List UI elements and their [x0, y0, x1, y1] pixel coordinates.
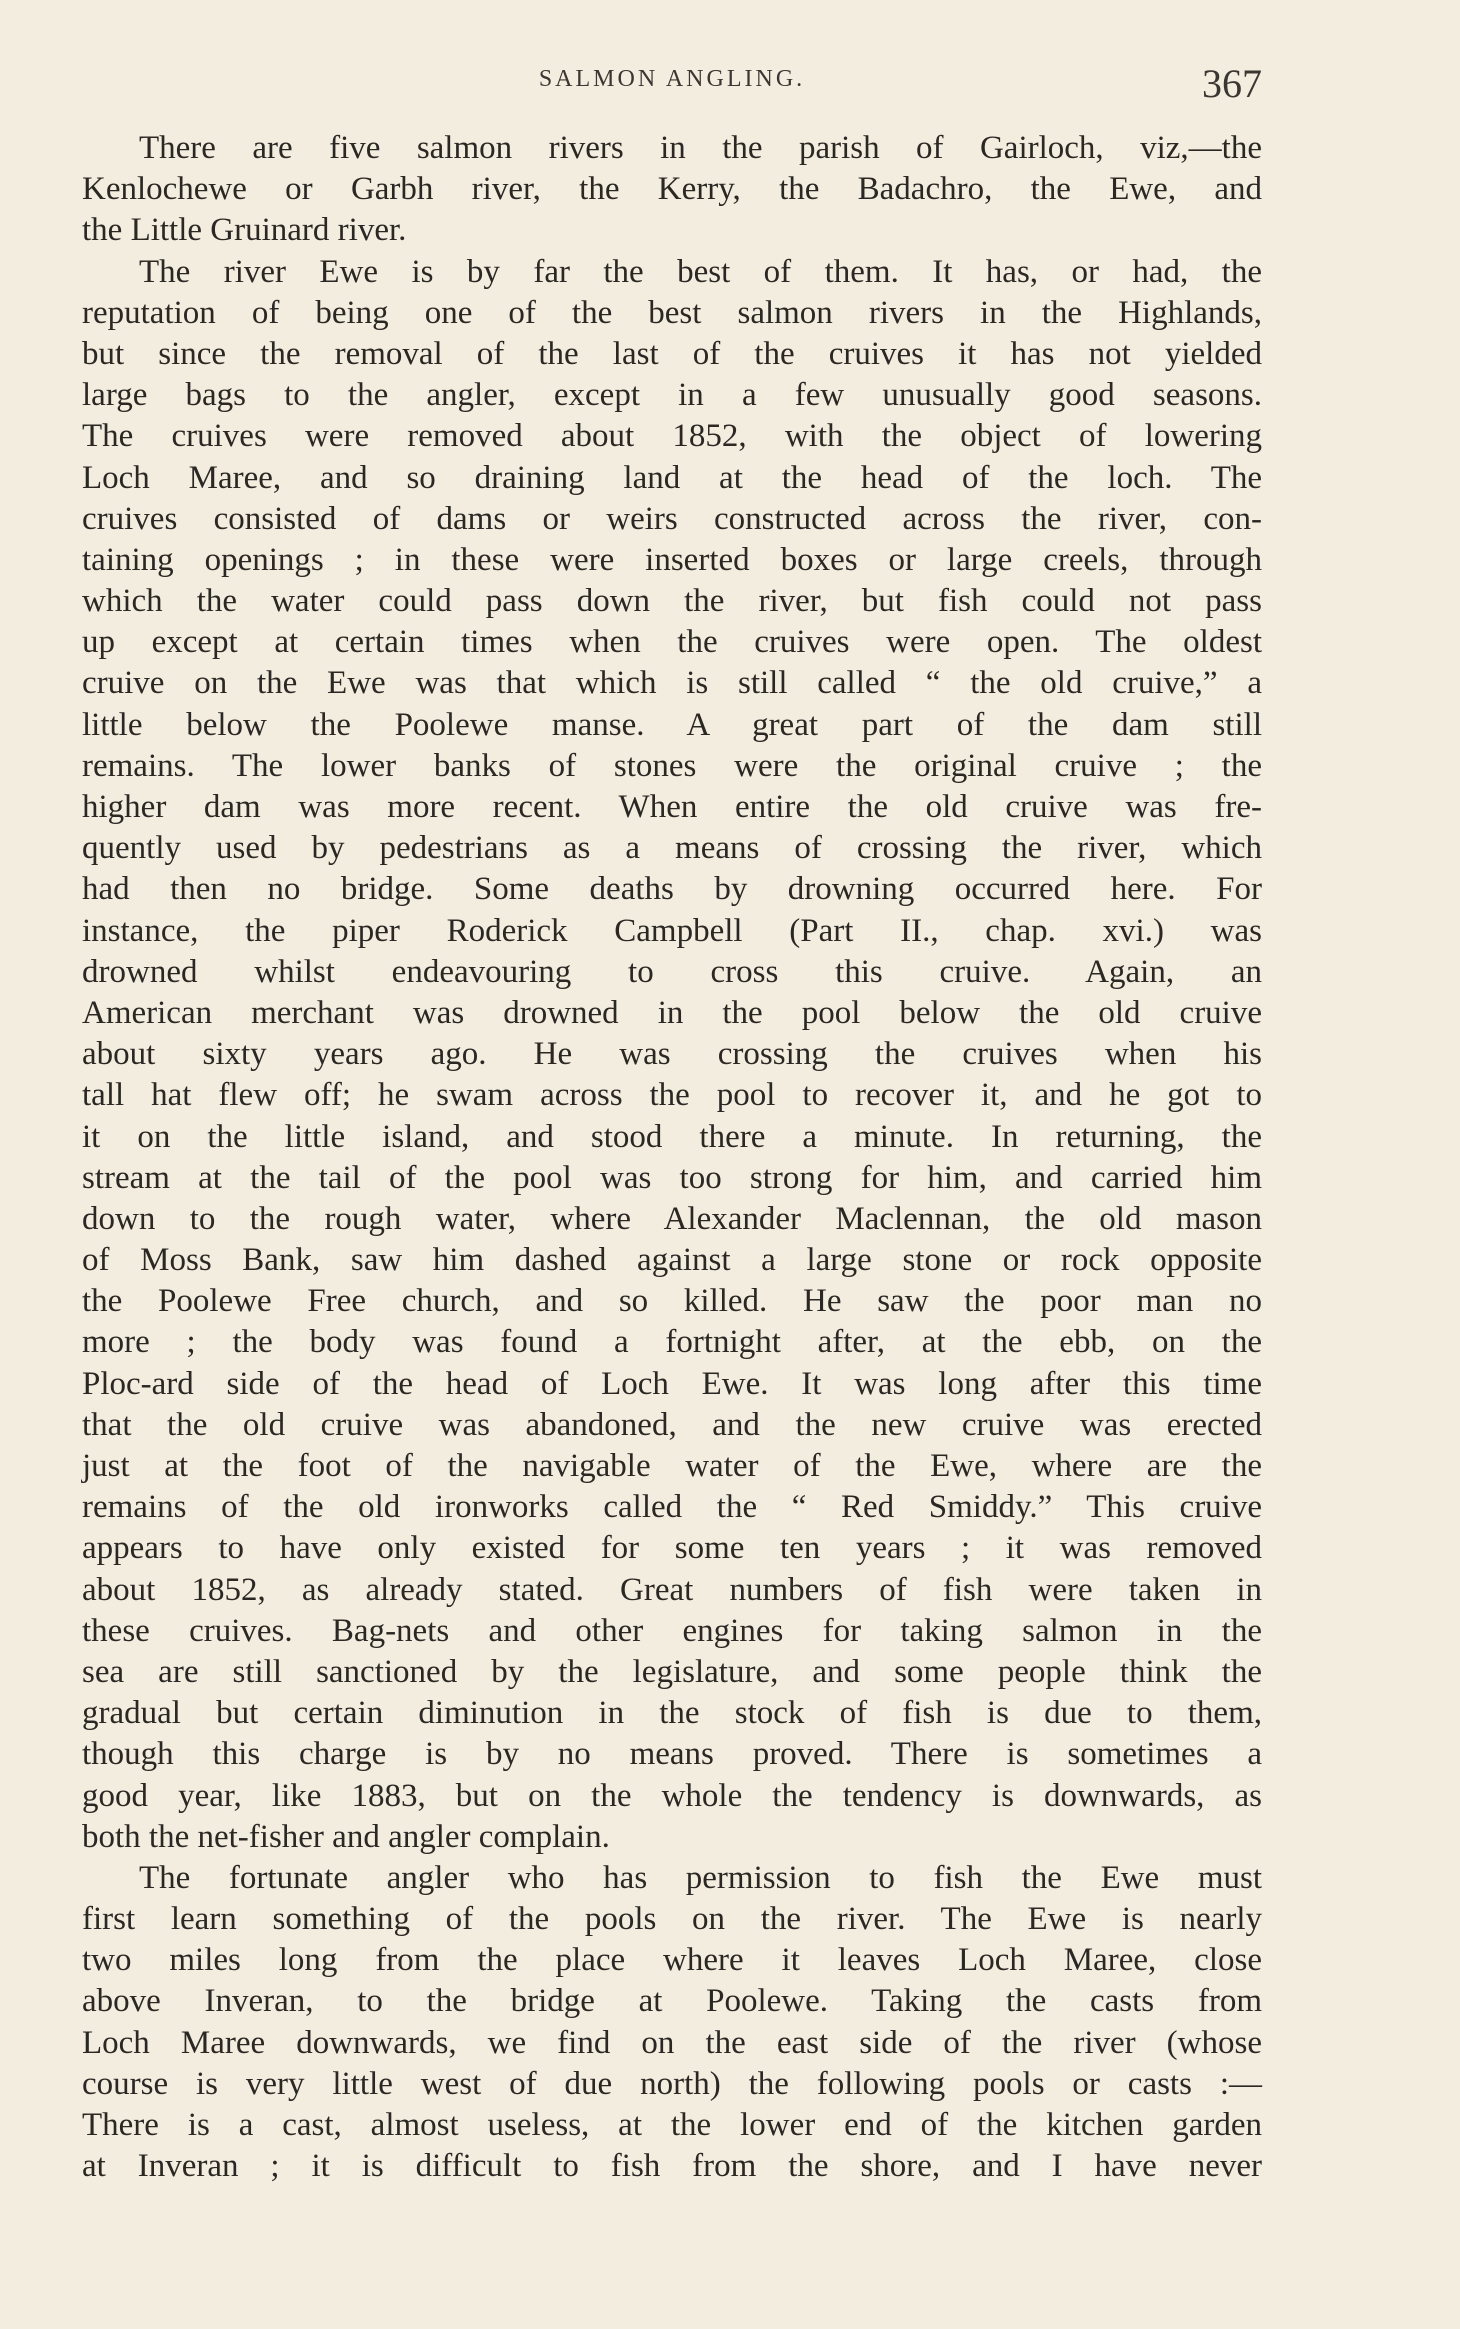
text-line: just at the foot of the navigable water of the Ewe, where are the — [82, 1448, 1262, 1484]
text-line: cruives consisted of dams or weirs constructed across the river, con- — [82, 500, 1262, 537]
text-line: higher dam was more recent. When entire the old cruive was fre- — [82, 789, 1262, 825]
text-line: two miles long from the place where it leaves Loch Maree, close — [82, 1942, 1262, 1979]
running-title: SALMON ANGLING. — [538, 66, 806, 92]
text-line: reputation of being one of the best salmon rivers in the Highlands, — [82, 294, 1262, 331]
text-line: of Moss Bank, saw him dashed against a large stone or rock opposite — [82, 1242, 1262, 1279]
text-line: Ploc-ard side of the head of Loch Ewe. It was long after this time — [82, 1365, 1262, 1402]
text-line: Kenlochewe or Garbh river, the Kerry, the Badachro, the Ewe, and — [82, 171, 1262, 208]
text-line: it on the little island, and stood there a minute. In returning, the — [82, 1118, 1262, 1155]
text-line: that the old cruive was abandoned, and the new cruive was erected — [82, 1406, 1262, 1443]
text-line: sea are still sanctioned by the legislature, and some people think the — [82, 1653, 1262, 1690]
text-line: tall hat flew off; he swam across the pool to recover it, and he got to — [82, 1077, 1262, 1114]
text-line: up except at certain times when the cruives were open. The oldest — [82, 624, 1262, 661]
text-line: The fortunate angler who has permission to fish the Ewe must — [139, 1859, 1262, 1896]
text-line: the Poolewe Free church, and so killed. He saw the poor man no — [82, 1283, 1262, 1320]
running-head — [82, 60, 1262, 106]
text-line: more ; the body was found a fortnight after, at the ebb, on the — [82, 1324, 1262, 1361]
text-line: gradual but certain diminution in the stock of fish is due to them, — [82, 1695, 1262, 1732]
text-line: both the net-fisher and angler complain. — [82, 1818, 610, 1855]
text-line: appears to have only existed for some ten years ; it was removed — [82, 1530, 1262, 1567]
text-line: these cruives. Bag-nets and other engines for taking salmon in the — [82, 1612, 1262, 1649]
text-line: about sixty years ago. He was crossing the cruives when his — [82, 1036, 1262, 1073]
text-line: first learn something of the pools on the river. The Ewe is nearly — [82, 1901, 1262, 1938]
text-line: had then no bridge. Some deaths by drowning occurred here. For — [82, 871, 1262, 908]
text-line: though this charge is by no means proved. There is sometimes a — [82, 1736, 1262, 1773]
text-line: at Inveran ; it is difficult to fish from the shore, and I have never — [82, 2148, 1262, 2185]
text-line: The river Ewe is by far the best of them. It has, or had, the — [139, 253, 1262, 290]
text-line: There are five salmon rivers in the parish of Gairloch, viz,—the — [139, 130, 1262, 166]
page-number: 367 — [1202, 61, 1262, 106]
text-line: stream at the tail of the pool was too strong for him, and carried him — [82, 1159, 1262, 1196]
text-line: There is a cast, almost useless, at the lower end of the kitchen garden — [82, 2107, 1262, 2143]
text-line: remains. The lower banks of stones were the original cruive ; the — [82, 747, 1262, 784]
text-line: good year, like 1883, but on the whole the tendency is downwards, as — [82, 1777, 1262, 1814]
text-line: large bags to the angler, except in a few unusually good seasons. — [82, 377, 1262, 414]
body-text — [82, 128, 1262, 2187]
text-line: instance, the piper Roderick Campbell (Part II., chap. xvi.) was — [82, 912, 1262, 949]
text-line: little below the Poolewe manse. A great part of the dam still — [82, 706, 1262, 743]
text-line: Loch Maree downwards, we find on the east side of the river (whose — [82, 2024, 1262, 2061]
text-line: course is very little west of due north) the following pools or casts :— — [82, 2065, 1262, 2102]
text-line: Loch Maree, and so draining land at the head of the loch. The — [82, 459, 1262, 496]
text-line: cruive on the Ewe was that which is still called “ the old cruive,” a — [82, 665, 1262, 702]
text-line: The cruives were removed about 1852, with the object of lowering — [82, 418, 1262, 455]
text-line: drowned whilst endeavouring to cross this cruive. Again, an — [82, 953, 1262, 990]
text-line: but since the removal of the last of the cruives it has not yielded — [82, 335, 1262, 372]
text-line: remains of the old ironworks called the “ Red Smiddy.” This cruive — [82, 1489, 1262, 1526]
text-line: the Little Gruinard river. — [82, 212, 407, 249]
text-line: above Inveran, to the bridge at Poolewe. Taking the casts from — [82, 1983, 1262, 2020]
text-line: about 1852, as already stated. Great numbers of fish were taken in — [82, 1571, 1262, 1608]
text-line: quently used by pedestrians as a means of crossing the river, which — [82, 830, 1262, 867]
text-line: which the water could pass down the river, but fish could not pass — [82, 583, 1262, 620]
text-line: down to the rough water, where Alexander Maclennan, the old mason — [82, 1200, 1262, 1237]
text-line: American merchant was drowned in the pool below the old cruive — [82, 994, 1262, 1031]
text-line: taining openings ; in these were inserted boxes or large creels, through — [82, 541, 1262, 578]
